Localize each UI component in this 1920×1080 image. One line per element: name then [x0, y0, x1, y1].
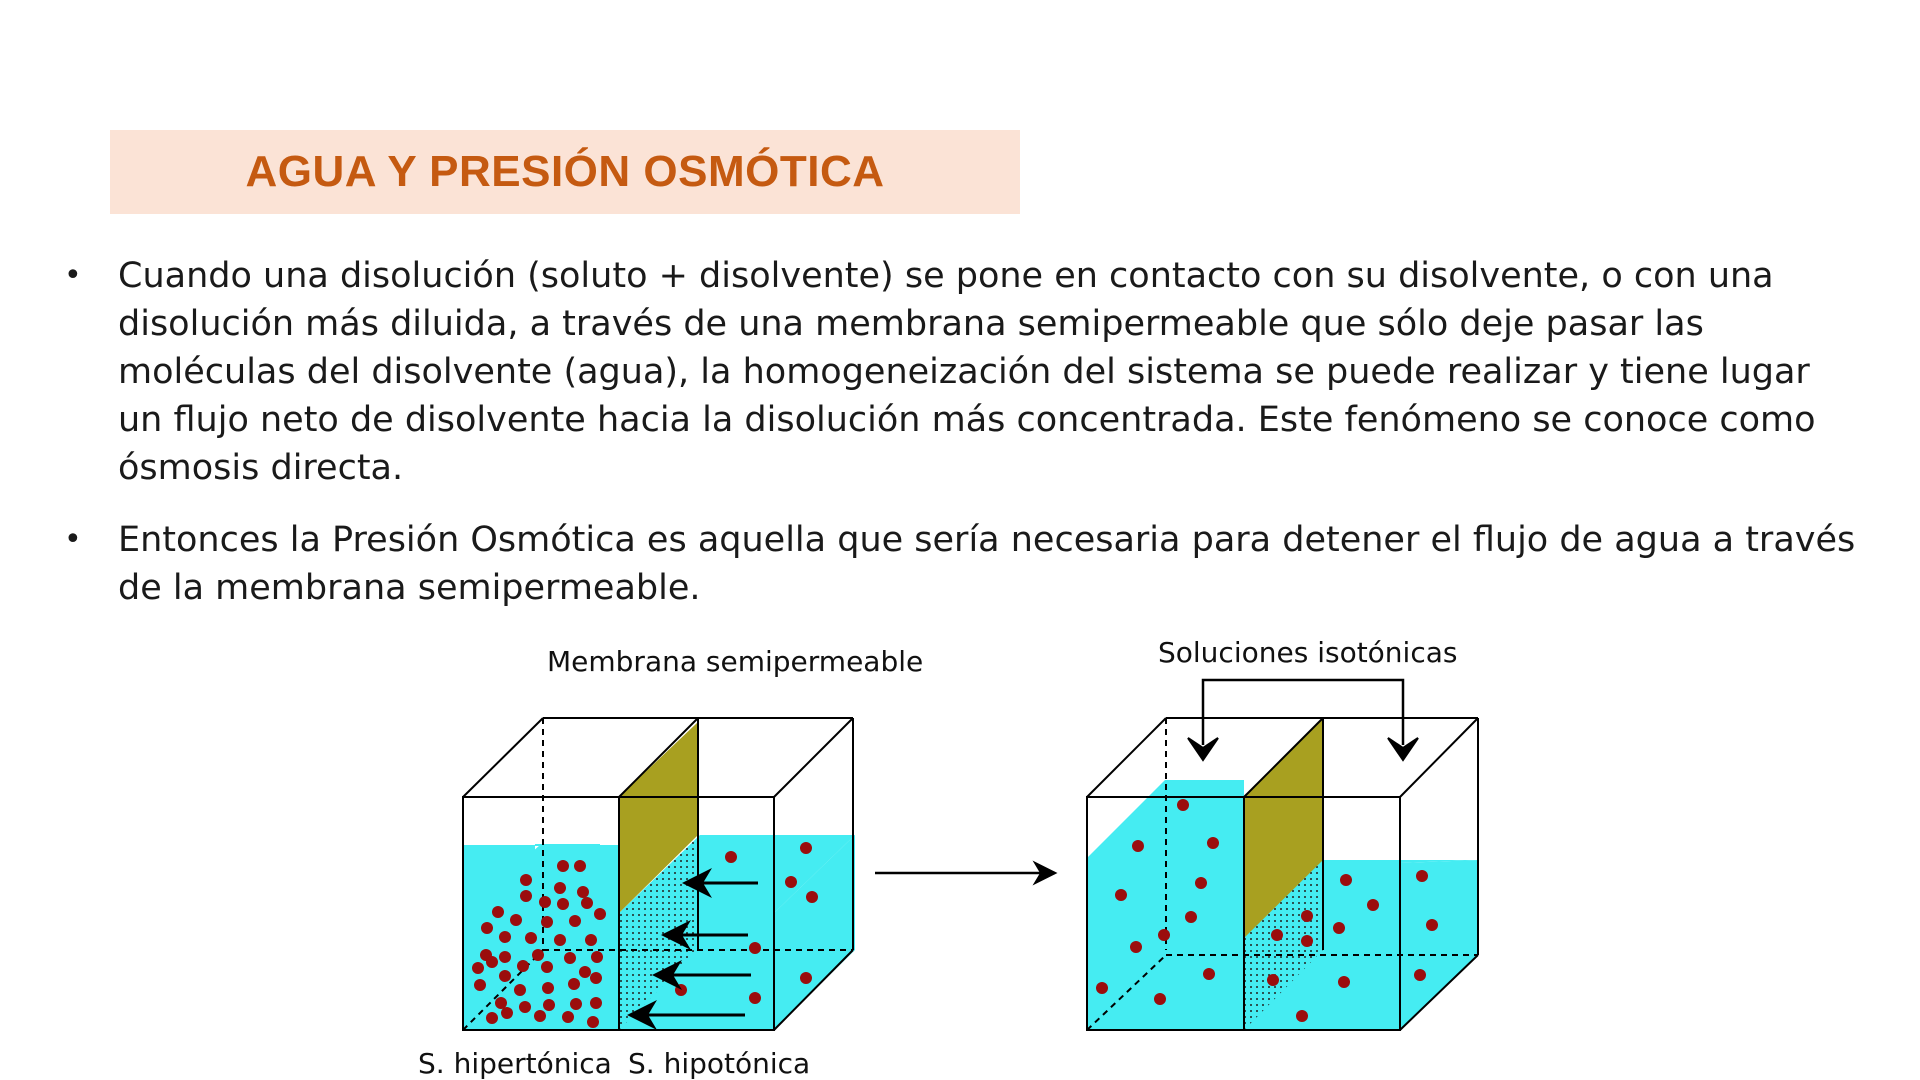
slide-title: AGUA Y PRESIÓN OSMÓTICA — [245, 147, 885, 196]
label-membrane: Membrana semipermeable — [547, 645, 924, 678]
bullet-dot-icon: • — [64, 258, 82, 293]
bullet-text: Cuando una disolución (soluto + disolvente) se pone en contacto con su disolvente, o con una disolución más diluida, a través de una membrana semipermeable que sólo deje pasar las moléculas del disolvente (agua), la homogeneización del sistema se puede realizar y tiene lugar un flujo neto de disolvente hacia la disolución más concentrada. Este fenómeno se conoce como ósmosis directa. — [118, 256, 1816, 488]
bullet-dot-icon: • — [64, 522, 82, 557]
water-side-right-iso — [1400, 860, 1478, 1030]
label-hypertonic: S. hipertónica — [418, 1047, 612, 1080]
label-isotonic: Soluciones isotónicas — [1158, 636, 1458, 669]
label-hypotonic: S. hipotónica — [628, 1047, 811, 1080]
left-container — [463, 718, 855, 1030]
right-container — [1087, 680, 1478, 1030]
isotonic-bracket — [1203, 680, 1403, 745]
bullet-text: Entonces la Presión Osmótica es aquella que sería necesaria para detener el flujo de agua a través de la membrana semipermeable. — [118, 520, 1856, 608]
